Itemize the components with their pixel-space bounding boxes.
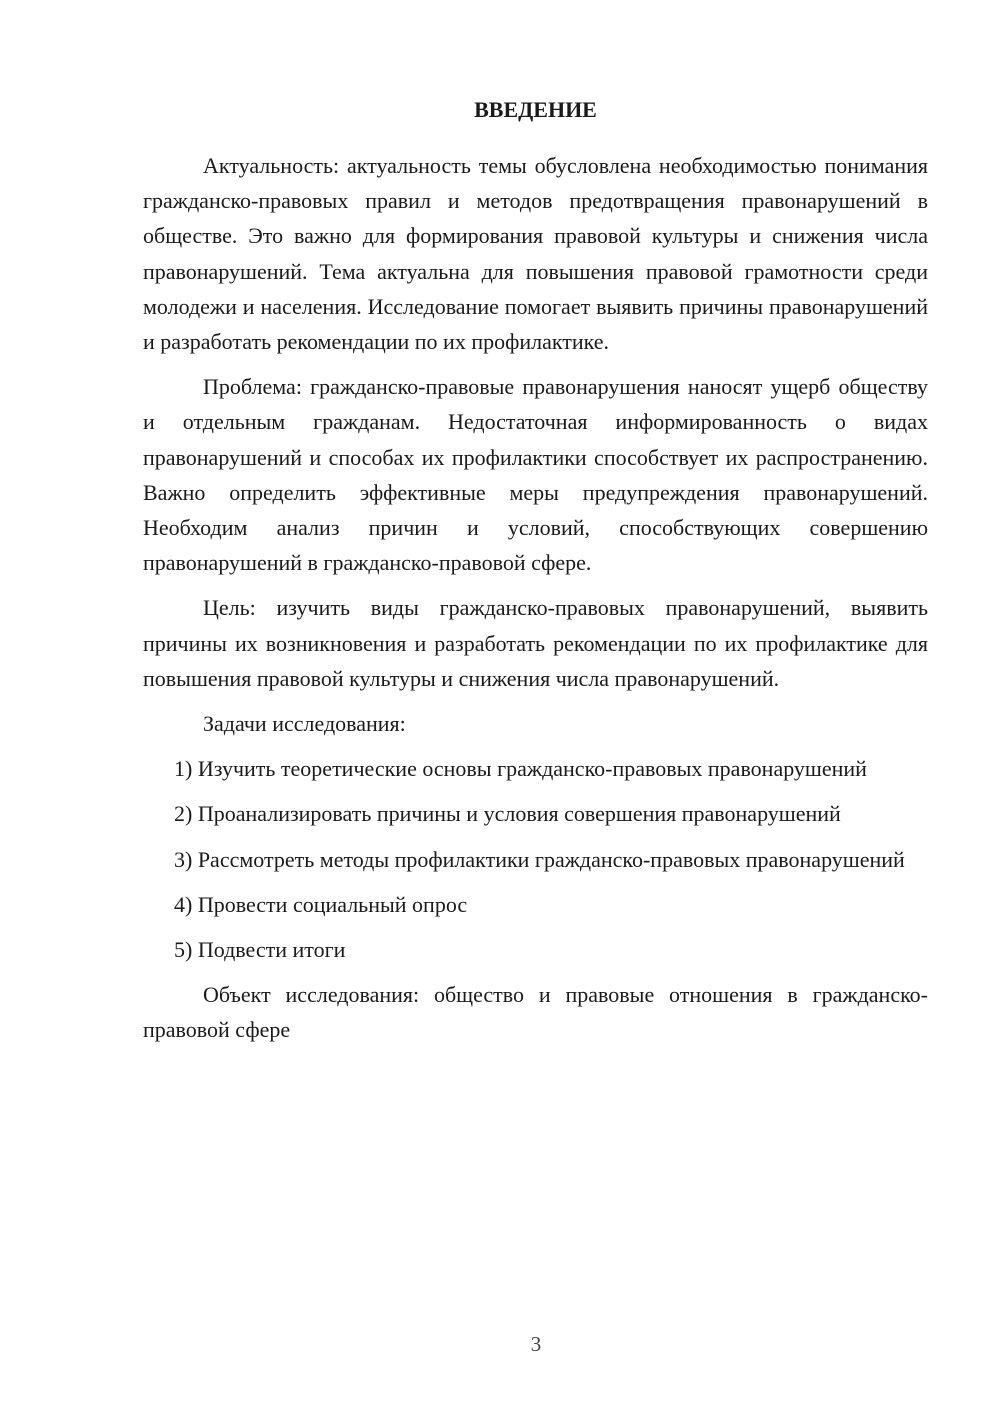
task-item: 5) Подвести итоги xyxy=(174,937,346,963)
relevance-paragraph: Актуальность: актуальность темы обусловлена необходимостью понимания гражданско-правовых правил и методов предотвращения правонарушений в обществе. Это важно для формирования правовой культуры и снижения числа правонарушений. Тема актуальна для повышения правовой грамотности среди молодежи и населения. Исследование помогает выявить причины правонарушений и разработать рекомендации по их профилактике. xyxy=(143,153,928,355)
problem-paragraph: Проблема: гражданско-правовые правонарушения наносят ущерб обществу и отдельным гражданам. Недостаточная информированность о видах правонарушений и способах их профилактики способствует их распространению. Важно определить эффективные меры предупреждения правонарушений. Необходим анализ причин и условий, способствующих совершению правонарушений в гражданско-правовой сфере. xyxy=(143,374,928,576)
task-item: 4) Провести социальный опрос xyxy=(174,891,468,917)
document-page xyxy=(143,92,928,1058)
object-paragraph: Объект исследования: общество и правовые отношения в гражданско-правовой сфере xyxy=(143,982,928,1043)
task-item: 2) Проанализировать причины и условия совершения правонарушений xyxy=(174,801,841,827)
section-title: ВВЕДЕНИЕ xyxy=(474,97,597,122)
page-number: 3 xyxy=(530,1332,542,1356)
tasks-heading: Задачи исследования: xyxy=(203,711,406,737)
task-item: 1) Изучить теоретические основы гражданско-правовых правонарушений xyxy=(174,756,867,782)
task-item: 3) Рассмотреть методы профилактики гражданско-правовых правонарушений xyxy=(174,846,905,872)
goal-paragraph: Цель: изучить виды гражданско-правовых правонарушений, выявить причины их возникновения и разработать рекомендации по их профилактике для повышения правовой культуры и снижения числа правонарушений. xyxy=(143,595,928,691)
